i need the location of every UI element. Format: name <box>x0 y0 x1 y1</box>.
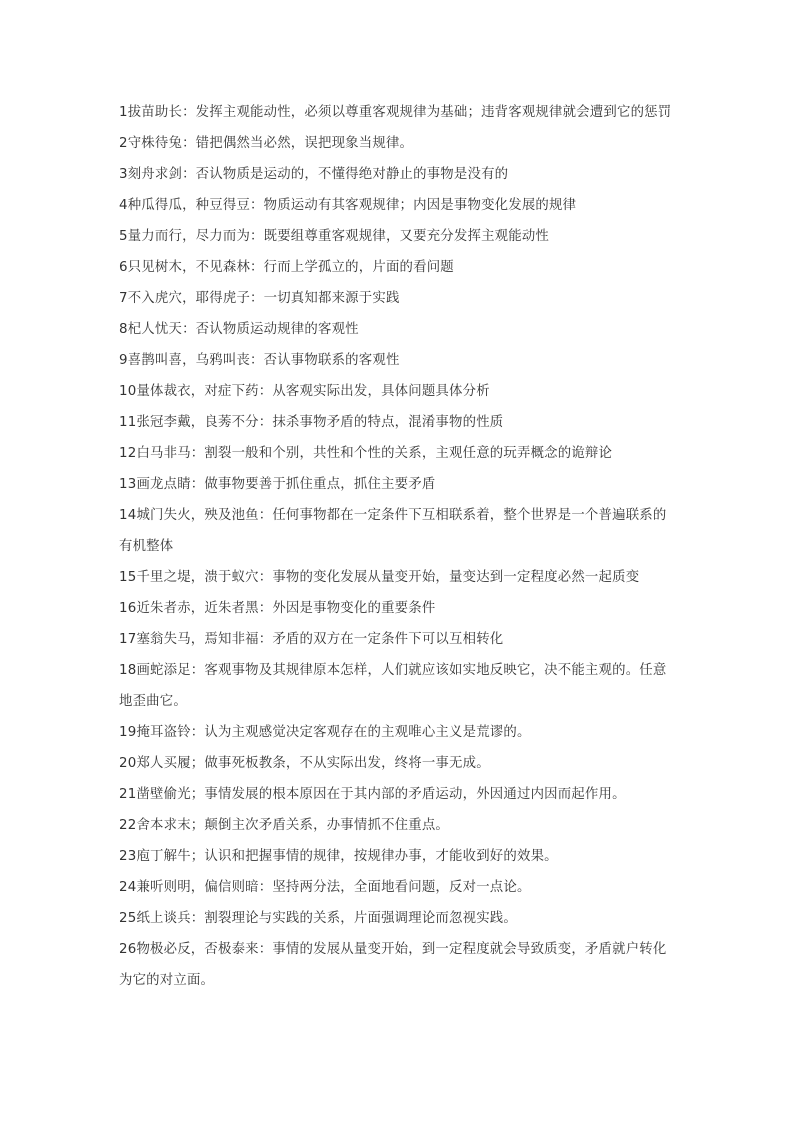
list-item: 16近朱者赤，近朱者黑：外因是事物变化的重要条件 <box>119 601 436 616</box>
list-item: 15千里之堤，溃于蚁穴：事物的变化发展从量变开始，量变达到一定程度必然一起质变 <box>119 570 640 585</box>
list-item: 6只见树木，不见森林：行而上学孤立的，片面的看问题 <box>119 260 454 275</box>
list-item: 3刻舟求剑：否认物质是运动的，不懂得绝对静止的事物是没有的 <box>119 167 509 182</box>
list-item: 5量力而行，尽力而为：既要组尊重客观规律，又要充分发挥主观能动性 <box>119 229 550 244</box>
list-item: 25纸上谈兵：割裂理论与实践的关系，片面强调理论而忽视实践。 <box>119 911 517 926</box>
list-item: 2守株待兔：错把偶然当必然，误把现象当规律。 <box>119 136 414 151</box>
list-item: 10量体裁衣，对症下药：从客观实际出发，具体问题具体分析 <box>119 384 490 399</box>
list-item: 23庖丁解牛；认识和把握事情的规律，按规律办事，才能收到好的效果。 <box>119 849 558 864</box>
list-item: 21凿壁偷光；事情发展的根本原因在于其内部的矛盾运动，外因通过内因而起作用。 <box>119 787 626 802</box>
list-item: 13画龙点睛：做事物要善于抓住重点，抓住主要矛盾 <box>119 477 436 492</box>
list-item: 26物极必反，否极泰来：事情的发展从量变开始，到一定程度就会导致质变，矛盾就户转化为它的对立面。 <box>119 942 667 988</box>
list-item: 12白马非马：割裂一般和个别，共性和个性的关系，主观任意的玩弄概念的诡辩论 <box>119 446 613 461</box>
list-item: 8杞人忧天：否认物质运动规律的客观性 <box>119 322 359 337</box>
list-item: 4种瓜得瓜，种豆得豆：物质运动有其客观规律；内因是事物变化发展的规律 <box>119 198 577 213</box>
list-item: 17塞翁失马，焉知非福：矛盾的双方在一定条件下可以互相转化 <box>119 632 504 647</box>
list-item: 24兼听则明，偏信则暗：坚持两分法，全面地看问题，反对一点论。 <box>119 880 531 895</box>
list-item: 1拔苗助长：发挥主观能动性，必须以尊重客观规律为基础；违背客观规律就会遭到它的惩罚 <box>119 105 672 120</box>
list-item: 18画蛇添足：客观事物及其规律原本怎样，人们就应该如实地反映它，决不能主观的。任意地歪曲它。 <box>119 663 667 709</box>
document-body <box>119 97 679 996</box>
list-item: 11张冠李戴，良莠不分：抹杀事物矛盾的特点，混淆事物的性质 <box>119 415 504 430</box>
list-item: 7不入虎穴，耶得虎子：一切真知都来源于实践 <box>119 291 400 306</box>
list-item: 14城门失火，殃及池鱼：任何事物都在一定条件下互相联系着，整个世界是一个普遍联系的有机整体 <box>119 508 667 554</box>
list-item: 19掩耳盗铃：认为主观感觉决定客观存在的主观唯心主义是荒谬的。 <box>119 725 531 740</box>
list-item: 9喜鹊叫喜，乌鸦叫丧：否认事物联系的客观性 <box>119 353 400 368</box>
list-item: 22舍本求末；颠倒主次矛盾关系，办事情抓不住重点。 <box>119 818 450 833</box>
list-item: 20郑人买履；做事死板教条，不从实际出发，终将一事无成。 <box>119 756 490 771</box>
